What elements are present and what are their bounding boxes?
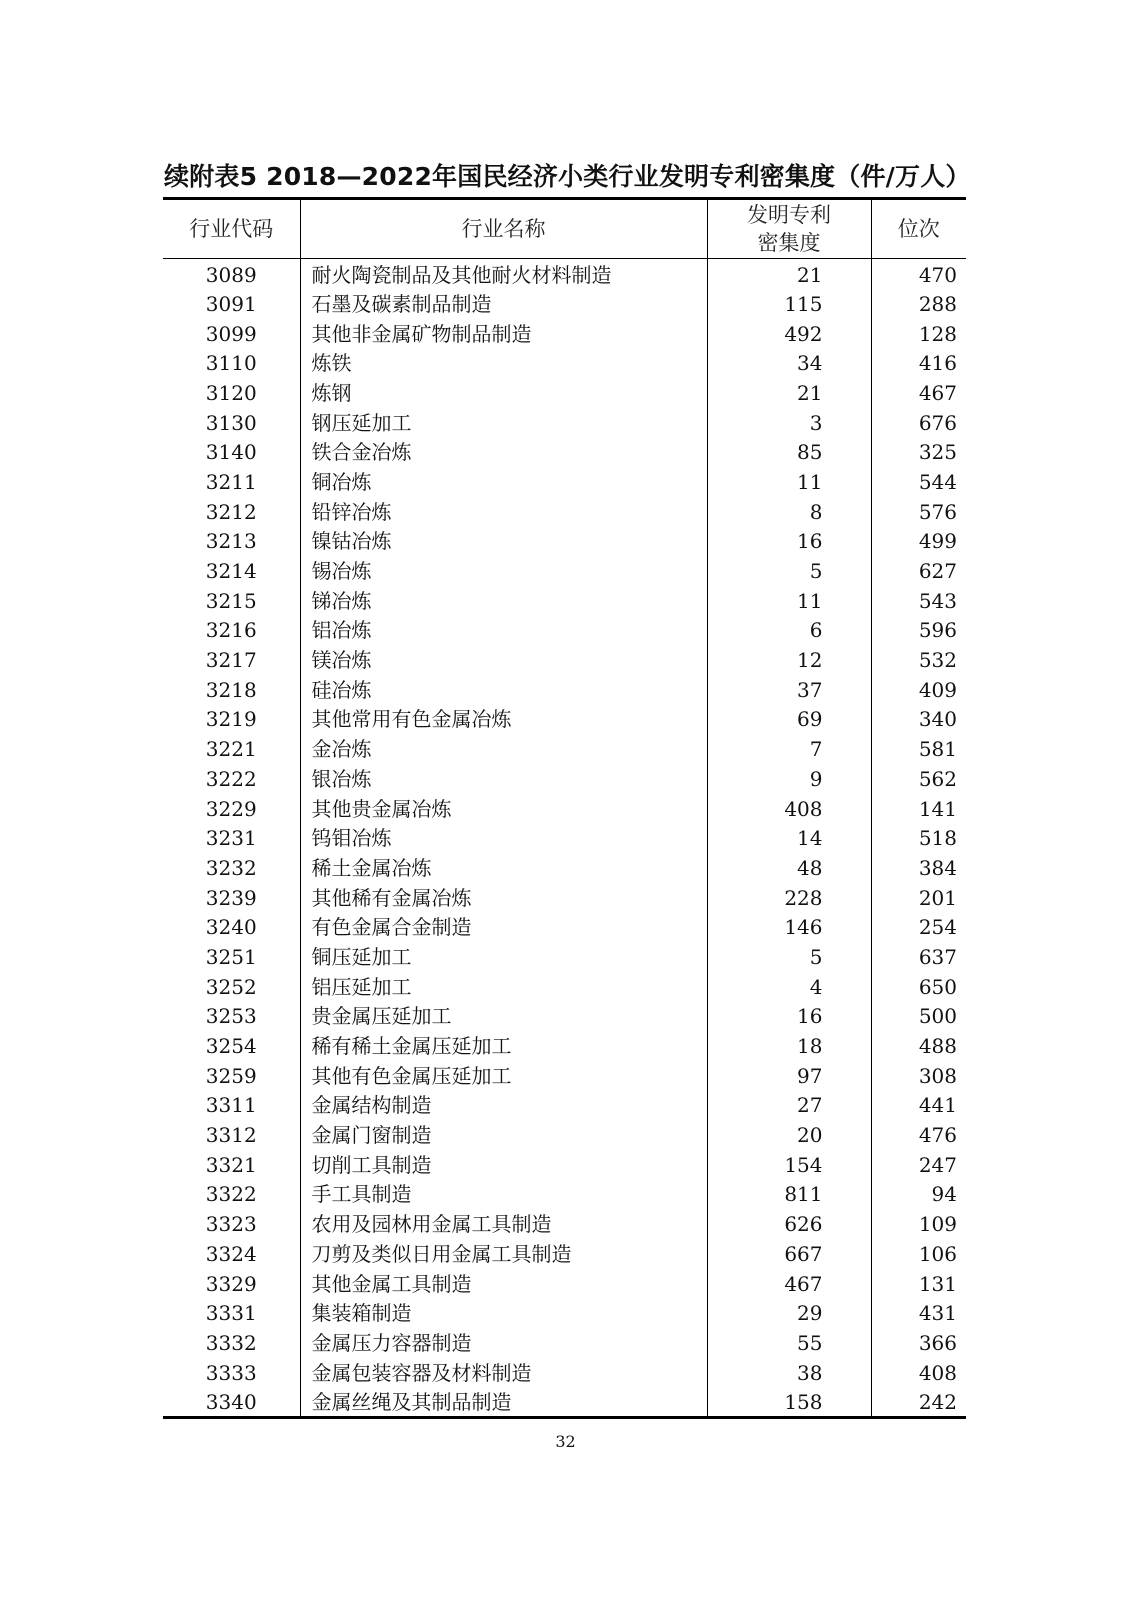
cell-code: 3216 [205, 618, 257, 643]
cell-density: 16 [707, 1002, 871, 1032]
cell-density: 55 [707, 1328, 871, 1358]
table-row [163, 1269, 966, 1299]
table-row [163, 586, 966, 616]
cell-density: 626 [707, 1209, 871, 1239]
table-row [163, 1120, 966, 1150]
cell-rank: 476 [871, 1120, 966, 1150]
table-row [163, 319, 966, 349]
cell-code: 3312 [205, 1123, 257, 1148]
cell-code: 3222 [205, 766, 257, 791]
table-row [163, 675, 966, 705]
cell-density: 14 [707, 823, 871, 853]
table-row [163, 1239, 966, 1269]
table-row [163, 764, 966, 794]
header-code: 行业代码 [163, 199, 300, 259]
cell-density: 16 [707, 527, 871, 557]
header-rank: 位次 [871, 199, 966, 259]
table-row [163, 348, 966, 378]
cell-rank: 254 [871, 912, 966, 942]
cell-name: 农用及园林用金属工具制造 [300, 1209, 707, 1239]
cell-density: 38 [707, 1358, 871, 1388]
table-row [163, 289, 966, 319]
cell-name: 其他贵金属冶炼 [300, 794, 707, 824]
cell-rank: 201 [871, 883, 966, 913]
table-row [163, 794, 966, 824]
cell-density: 48 [707, 853, 871, 883]
cell-name: 切削工具制造 [300, 1150, 707, 1180]
cell-rank: 637 [871, 942, 966, 972]
cell-rank: 431 [871, 1298, 966, 1328]
cell-rank: 543 [871, 586, 966, 616]
cell-name: 其他常用有色金属冶炼 [300, 705, 707, 735]
cell-density: 20 [707, 1120, 871, 1150]
cell-density: 5 [707, 556, 871, 586]
cell-code: 3231 [205, 826, 257, 851]
cell-density: 492 [707, 319, 871, 349]
table-row [163, 1387, 966, 1417]
cell-density: 6 [707, 616, 871, 646]
table-row [163, 497, 966, 527]
table-row [163, 1358, 966, 1388]
cell-name: 金属丝绳及其制品制造 [300, 1387, 707, 1417]
table-row [163, 1002, 966, 1032]
cell-density: 467 [707, 1269, 871, 1299]
table-header-row [163, 199, 966, 259]
table-row [163, 1209, 966, 1239]
cell-code: 3211 [205, 469, 257, 494]
cell-rank: 366 [871, 1328, 966, 1358]
cell-rank: 325 [871, 437, 966, 467]
cell-rank: 141 [871, 794, 966, 824]
cell-code: 3323 [205, 1212, 257, 1237]
table-row [163, 556, 966, 586]
cell-rank: 576 [871, 497, 966, 527]
cell-density: 228 [707, 883, 871, 913]
cell-code: 3322 [205, 1182, 257, 1207]
cell-rank: 544 [871, 467, 966, 497]
cell-density: 146 [707, 912, 871, 942]
cell-rank: 581 [871, 734, 966, 764]
cell-rank: 408 [871, 1358, 966, 1388]
cell-density: 4 [707, 972, 871, 1002]
cell-density: 7 [707, 734, 871, 764]
table-row [163, 734, 966, 764]
cell-name: 硅冶炼 [300, 675, 707, 705]
table-row [163, 259, 966, 290]
cell-name: 铜冶炼 [300, 467, 707, 497]
cell-density: 12 [707, 645, 871, 675]
cell-density: 37 [707, 675, 871, 705]
cell-name: 有色金属合金制造 [300, 912, 707, 942]
cell-name: 金冶炼 [300, 734, 707, 764]
cell-code: 3089 [205, 263, 257, 287]
cell-name: 铝压延加工 [300, 972, 707, 1002]
table-row [163, 527, 966, 557]
header-density-line2: 密集度 [757, 231, 821, 255]
cell-name: 稀有稀土金属压延加工 [300, 1031, 707, 1061]
table-row [163, 705, 966, 735]
cell-code: 3229 [205, 796, 257, 821]
cell-rank: 441 [871, 1091, 966, 1121]
table-title: 续附表5 2018—2022年国民经济小类行业发明专利密集度（件/万人） [164, 162, 971, 191]
cell-rank: 288 [871, 289, 966, 319]
cell-code: 3252 [205, 974, 257, 999]
table-row [163, 1328, 966, 1358]
cell-density: 85 [707, 437, 871, 467]
table-row [163, 853, 966, 883]
cell-rank: 650 [871, 972, 966, 1002]
cell-name: 炼钢 [300, 378, 707, 408]
table-row [163, 823, 966, 853]
cell-name: 金属结构制造 [300, 1091, 707, 1121]
cell-name: 贵金属压延加工 [300, 1002, 707, 1032]
cell-rank: 384 [871, 853, 966, 883]
cell-name: 其他金属工具制造 [300, 1269, 707, 1299]
cell-code: 3214 [205, 559, 257, 584]
cell-rank: 340 [871, 705, 966, 735]
cell-name: 锡冶炼 [300, 556, 707, 586]
cell-name: 炼铁 [300, 348, 707, 378]
cell-code: 3140 [205, 440, 257, 465]
cell-density: 667 [707, 1239, 871, 1269]
header-density [707, 199, 871, 259]
table-row [163, 1061, 966, 1091]
cell-code: 3215 [205, 588, 257, 613]
cell-density: 811 [707, 1180, 871, 1210]
cell-name: 铅锌冶炼 [300, 497, 707, 527]
cell-code: 3091 [205, 291, 257, 316]
cell-density: 21 [707, 259, 871, 290]
table-row [163, 1091, 966, 1121]
table-row [163, 467, 966, 497]
cell-rank: 596 [871, 616, 966, 646]
cell-rank: 416 [871, 348, 966, 378]
cell-rank: 247 [871, 1150, 966, 1180]
cell-rank: 499 [871, 527, 966, 557]
table-row [163, 437, 966, 467]
cell-name: 金属压力容器制造 [300, 1328, 707, 1358]
cell-rank: 131 [871, 1269, 966, 1299]
table-row [163, 1298, 966, 1328]
cell-name: 金属包装容器及材料制造 [300, 1358, 707, 1388]
cell-rank: 242 [871, 1387, 966, 1417]
cell-code: 3254 [205, 1034, 257, 1059]
cell-name: 铁合金冶炼 [300, 437, 707, 467]
cell-density: 27 [707, 1091, 871, 1121]
table-row [163, 1031, 966, 1061]
cell-density: 29 [707, 1298, 871, 1328]
cell-name: 铝冶炼 [300, 616, 707, 646]
cell-density: 158 [707, 1387, 871, 1417]
cell-code: 3120 [205, 380, 257, 405]
cell-name: 钨钼冶炼 [300, 823, 707, 853]
cell-code: 3221 [205, 737, 257, 762]
cell-code: 3251 [205, 944, 257, 969]
cell-rank: 308 [871, 1061, 966, 1091]
cell-code: 3311 [205, 1093, 257, 1118]
cell-density: 115 [707, 289, 871, 319]
table-row [163, 1180, 966, 1210]
cell-rank: 109 [871, 1209, 966, 1239]
table-row [163, 883, 966, 913]
cell-name: 铜压延加工 [300, 942, 707, 972]
cell-rank: 409 [871, 675, 966, 705]
cell-density: 154 [707, 1150, 871, 1180]
cell-code: 3232 [205, 855, 257, 880]
cell-code: 3218 [205, 677, 257, 702]
cell-code: 3213 [205, 529, 257, 554]
cell-rank: 128 [871, 319, 966, 349]
cell-name: 金属门窗制造 [300, 1120, 707, 1150]
cell-rank: 500 [871, 1002, 966, 1032]
table-row [163, 972, 966, 1002]
cell-density: 8 [707, 497, 871, 527]
cell-code: 3331 [205, 1301, 257, 1326]
cell-code: 3130 [205, 410, 257, 435]
cell-density: 34 [707, 348, 871, 378]
cell-name: 手工具制造 [300, 1180, 707, 1210]
cell-rank: 627 [871, 556, 966, 586]
page-number: 32 [555, 1432, 576, 1451]
cell-name: 其他有色金属压延加工 [300, 1061, 707, 1091]
cell-rank: 676 [871, 408, 966, 438]
cell-code: 3324 [205, 1241, 257, 1266]
cell-density: 9 [707, 764, 871, 794]
cell-rank: 467 [871, 378, 966, 408]
cell-name: 镁冶炼 [300, 645, 707, 675]
cell-name: 集装箱制造 [300, 1298, 707, 1328]
cell-code: 3340 [163, 1387, 300, 1417]
data-table [163, 197, 966, 1419]
cell-code: 3110 [205, 351, 257, 376]
cell-name: 刀剪及类似日用金属工具制造 [300, 1239, 707, 1269]
cell-rank: 518 [871, 823, 966, 853]
cell-rank: 94 [871, 1180, 966, 1210]
table-body [163, 259, 966, 1418]
cell-name: 锑冶炼 [300, 586, 707, 616]
cell-name: 石墨及碳素制品制造 [300, 289, 707, 319]
cell-code: 3219 [205, 707, 257, 732]
cell-density: 5 [707, 942, 871, 972]
cell-code: 3099 [205, 321, 257, 346]
cell-name: 钢压延加工 [300, 408, 707, 438]
header-name: 行业名称 [300, 199, 707, 259]
cell-rank: 106 [871, 1239, 966, 1269]
cell-density: 69 [707, 705, 871, 735]
cell-name: 其他稀有金属冶炼 [300, 883, 707, 913]
cell-code: 3212 [205, 499, 257, 524]
cell-code: 3239 [205, 885, 257, 910]
table-row [163, 1150, 966, 1180]
cell-name: 耐火陶瓷制品及其他耐火材料制造 [300, 259, 707, 290]
cell-density: 3 [707, 408, 871, 438]
cell-name: 其他非金属矿物制品制造 [300, 319, 707, 349]
cell-name: 稀土金属冶炼 [300, 853, 707, 883]
table-row [163, 616, 966, 646]
cell-code: 3333 [205, 1360, 257, 1385]
cell-density: 408 [707, 794, 871, 824]
cell-density: 11 [707, 467, 871, 497]
cell-code: 3329 [205, 1271, 257, 1296]
cell-rank: 488 [871, 1031, 966, 1061]
table-row [163, 378, 966, 408]
cell-code: 3321 [205, 1152, 257, 1177]
cell-density: 97 [707, 1061, 871, 1091]
table-row [163, 912, 966, 942]
cell-code: 3217 [205, 648, 257, 673]
cell-code: 3332 [205, 1330, 257, 1355]
cell-density: 18 [707, 1031, 871, 1061]
cell-name: 镍钴冶炼 [300, 527, 707, 557]
cell-density: 11 [707, 586, 871, 616]
cell-rank: 562 [871, 764, 966, 794]
table-row [163, 645, 966, 675]
table-row [163, 942, 966, 972]
cell-rank: 470 [871, 259, 966, 290]
header-density-line1: 发明专利 [747, 203, 831, 227]
cell-code: 3259 [205, 1063, 257, 1088]
cell-code: 3240 [205, 915, 257, 940]
cell-rank: 532 [871, 645, 966, 675]
cell-density: 21 [707, 378, 871, 408]
table-row [163, 408, 966, 438]
cell-code: 3253 [205, 1004, 257, 1029]
cell-name: 银冶炼 [300, 764, 707, 794]
